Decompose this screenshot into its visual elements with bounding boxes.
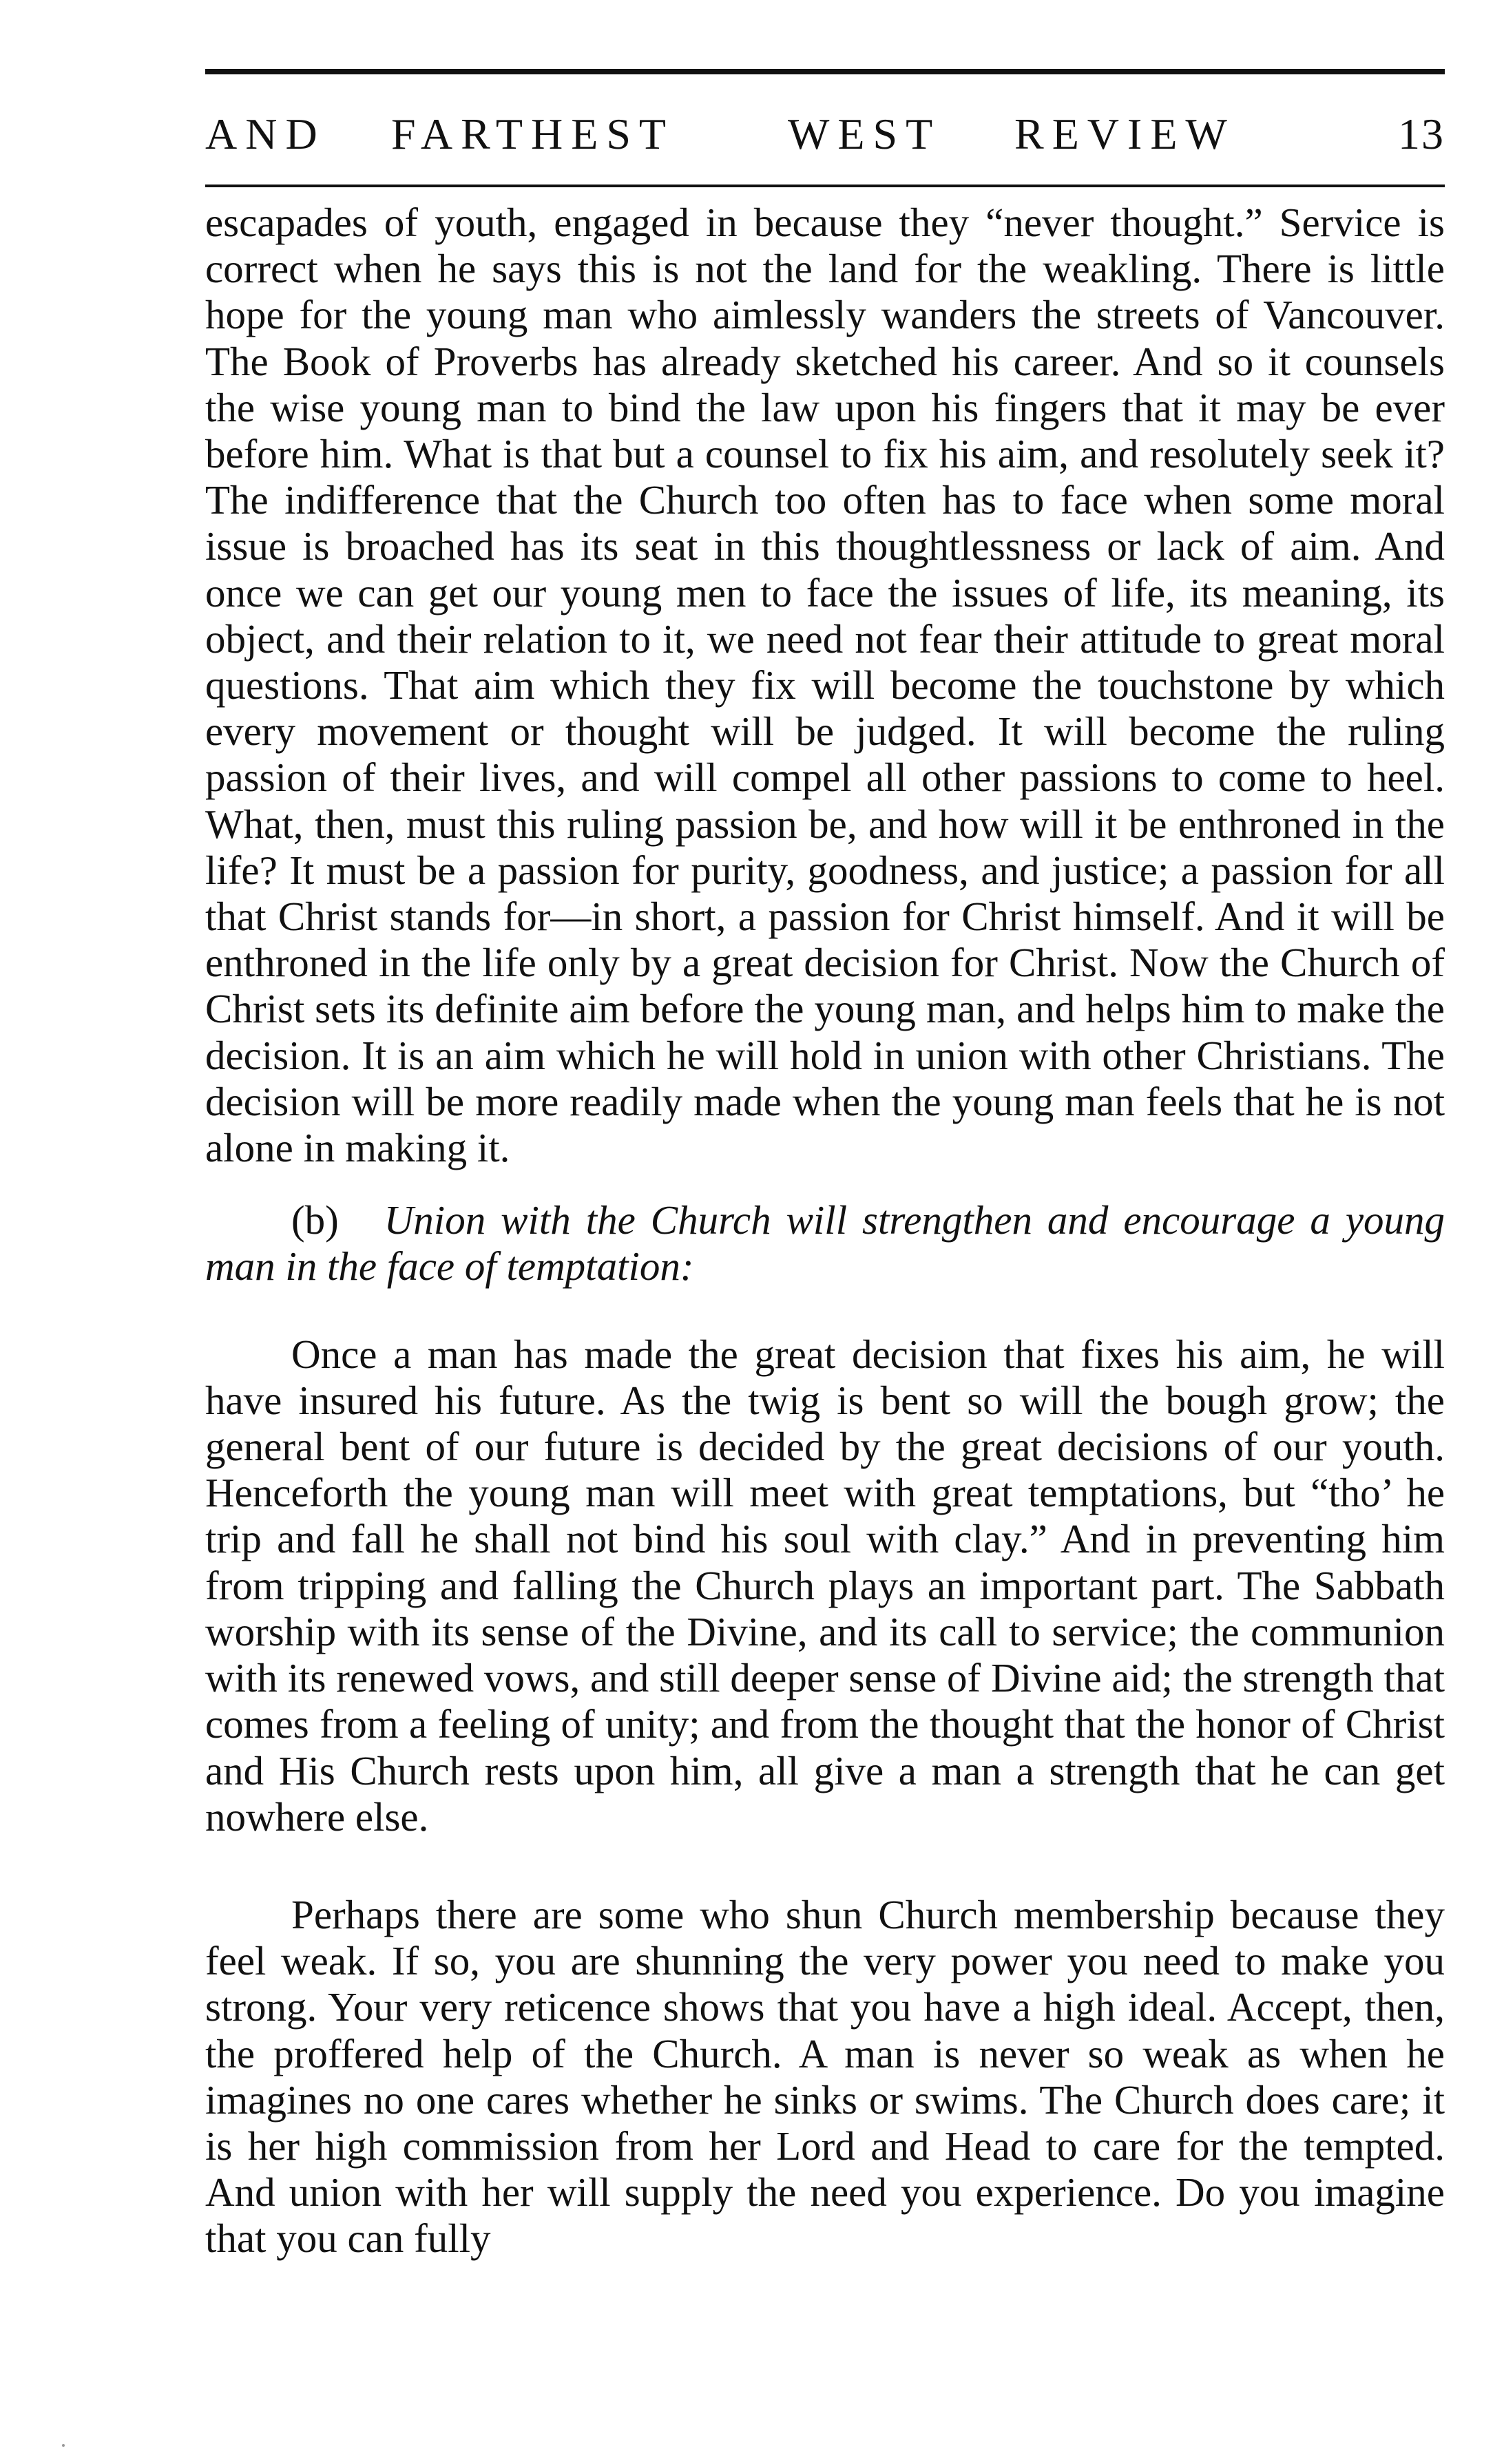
paragraph-union-decision: Once a man has made the great decision that fixes his aim, he will have insured his future. As the twig is bent so will the bough grow; the general bent of our future is decided by the great decisions of our youth. Henceforth the young man will meet with great temptations, but “tho’ he trip and fall he shall not bind his soul with clay.” And in preventing him from tripping and falling the Church plays an important part. The Sabbath worship with its sense of the Divine, and its call to service; the communion with its renewed vows, and still deeper sense of Divine aid; the strength that comes from a feeling of unity; and from the thought that the honor of Christ and His Church rests upon him, all give a man a strength that he can get nowhere else. [205, 1331, 1445, 1840]
header-word-review: REVIEW [1014, 109, 1235, 158]
subheading-text: Union with the Church will strengthen and encourage a young man in the face of temptation: [205, 1197, 1445, 1289]
header-bottom-rule [205, 185, 1445, 187]
section-subheading [205, 1197, 1445, 1289]
paragraph-continued: escapades of youth, engaged in because they “never thought.” Service is correct when he says this is not the land for the weakling. There is little hope for the young man who aimlessly wanders the streets of Vancouver. The Book of Proverbs has already sketched his career. And so it counsels the wise young man to bind the law upon his fingers that it may be ever before him. What is that but a counsel to fix his aim, and resolutely seek it? The indifference that the Church too often has to face when some moral issue is broached has its seat in this thoughtlessness or lack of aim. And once we can get our young men to face the issues of life, its meaning, its object, and their relation to it, we need not fear their attitude to great moral questions. That aim which they fix will become the touchstone by which every movement or thought will be judged. It will become the ruling passion of their lives, and will compel all other passions to come to heel. What, then, must this ruling passion be, and how will it be enthroned in the life? It must be a passion for purity, goodness, and justice; a passion for all that Christ stands for—in short, a passion for Christ himself. And it will be enthroned in the life only by a great decision for Christ. Now the Church of Christ sets its definite aim before the young man, and helps him to make the decision. It is an aim which he will hold in union with other Christians. The decision will be more readily made when the young man feels that he is not alone in making it. [205, 200, 1445, 1171]
scan-speck [62, 2444, 65, 2447]
running-header [205, 96, 1445, 172]
header-word-and: AND [205, 109, 326, 158]
page-number: 13 [1398, 109, 1445, 158]
article-body [205, 200, 1445, 2262]
subheading-label: (b) [291, 1197, 339, 1243]
header-word-farthest: FARTHEST [391, 109, 674, 158]
header-top-rule [205, 69, 1445, 74]
header-word-west: WEST [788, 109, 941, 158]
paragraph-shun-membership: Perhaps there are some who shun Church membership because they feel weak. If so, you are shunning the very power you need to make you strong. Your very reticence shows that you have a high ideal. Accept, then, the proffered help of the Church. A man is never so weak as when he imagines no one cares whether he sinks or swims. The Church does care; it is her high commission from her Lord and Head to care for the tempted. And union with her will supply the need you experience. Do you imagine that you can fully [205, 1891, 1445, 2262]
